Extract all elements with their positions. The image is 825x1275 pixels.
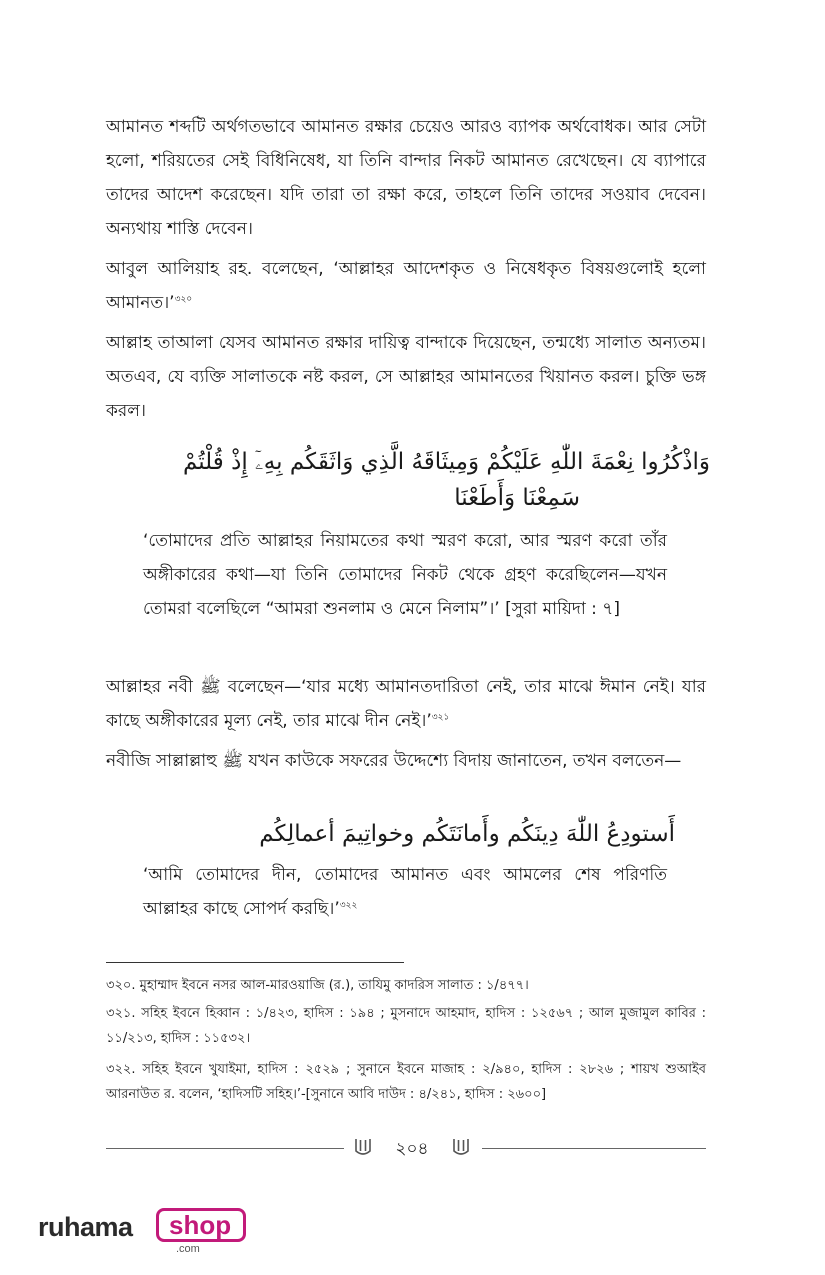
paragraph-abul-aliyah-text: আবুল আলিয়াহ রহ. বলেছেন, ‘আল্লাহর আদেশকৃত ও নিষেধকৃত বিষয়গুলোই হলো আমানত।’: [106, 259, 706, 313]
footnote-321: ৩২১. সহিহ ইবনে হিব্বান : ১/৪২৩, হাদিস : ১৯৪ ; মুসনাদে আহমাদ, হাদিস : ১২৫৬৭ ; আল মুজামুল কাবির : ১১/২১৩, হাদিস : ১১৫৩২।: [106, 1006, 706, 1046]
footnote-320: ৩২০. মুহাম্মাদ ইবনে নসর আল-মারওয়াজি (র.), তাযিমু কাদরিস সালাত : ১/৪৭৭।: [106, 978, 529, 993]
folio-line-right: [482, 1148, 706, 1149]
verse-translation: ‘তোমাদের প্রতি আল্লাহর নিয়ামতের কথা স্মরণ করো, আর স্মরণ করো তাঁর অঙ্গীকারের কথা—যা তিনি তোমাদের নিকট থেকে গ্রহণ করেছিলেন—যখন তোমরা বলেছিলে “আমরা শুনলাম ও মেনে নিলাম”।’ [সুরা মায়িদা : ৭]: [143, 531, 667, 619]
footnote-322: ৩২২. সহিহ ইবনে খুযাইমা, হাদিস : ২৫২৯ ; সুনানে ইবনে মাজাহ : ২/৯৪০, হাদিস : ২৮২৬ ; শায়খ শুআইব আরনাউত র. বলেন, ‘হাদিসটি সহিহ।’-[সুনানে আবি দাউদ : ৪/২৪১, হাদিস : ২৬০০]: [106, 1062, 706, 1102]
paragraph-hadith-amanat: [106, 670, 706, 738]
logo-word-ruhama: ruhama: [38, 1212, 133, 1242]
footnote-ref-322: ৩২২: [339, 900, 358, 911]
folio-ornament-left-icon: [354, 1137, 372, 1157]
logo-word-shop: shop: [169, 1210, 232, 1240]
paragraph-abul-aliyah: [106, 252, 706, 320]
page-number: ২০৪: [395, 1139, 429, 1159]
folio-line-left: [106, 1148, 344, 1149]
arabic-dua: أَستودِعُ اللّٰهَ دِينَكُم وأَمانَتَكُم وخواتِيمَ أعمالِكُم: [259, 821, 675, 847]
footnote-ref-321: ৩২১: [431, 712, 450, 723]
dua-translation-text: ‘আমি তোমাদের দীন, তোমাদের আমানত এবং আমলের শেষ পরিণতি আল্লাহর কাছে সোপর্দ করছি।’: [143, 865, 667, 919]
arabic-verse-line-2: سَمِعْنَا وَأَطَعْنَا: [454, 485, 580, 511]
logo-shop-badge: [156, 1208, 246, 1242]
footnote-ref-320: ৩২০: [174, 294, 193, 305]
paragraph-hadith-amanat-text: আল্লাহর নবী ﷺ বলেছেন—‘যার মধ্যে আমানতদারিতা নেই, তার মাঝে ঈমান নেই। যার কাছে অঙ্গীকারের মূল্য নেই, তার মাঝে দীন নেই।’: [106, 677, 706, 731]
paragraph-amanat-meaning: আমানত শব্দটি অর্থগতভাবে আমানত রক্ষার চেয়েও আরও ব্যাপক অর্থবোধক। আর সেটা হলো, শরিয়তের সেই বিধিনিষেধ, যা তিনি বান্দার নিকট আমানত রেখেছেন। যে ব্যাপারে তাদের আদেশ করেছেন। যদি তারা তা রক্ষা করে, তাহলে তিনি তাদের সওয়াব দেবেন। অন্যথায় শাস্তি দেবেন।: [106, 117, 706, 239]
logo-domain: .com: [176, 1243, 200, 1255]
paragraph-farewell: নবীজি সাল্লাল্লাহু ﷺ যখন কাউকে সফরের উদ্দেশ্যে বিদায় জানাতেন, তখন বলতেন—: [106, 751, 682, 771]
footnote-divider: [106, 962, 404, 963]
ruhamashop-logo: [38, 1208, 238, 1256]
paragraph-salat-amanat: আল্লাহ তাআলা যেসব আমানত রক্ষার দায়িত্ব বান্দাকে দিয়েছেন, তন্মধ্যে সালাত অন্যতম। অতএব, যে ব্যক্তি সালাতকে নষ্ট করল, সে আল্লাহর আমানতের খিয়ানত করল। চুক্তি ভঙ্গ করল।: [106, 333, 706, 421]
folio-ornament-right-icon: [452, 1137, 470, 1157]
dua-translation: [143, 858, 667, 926]
arabic-verse-line-1: وَاذْكُرُوا نِعْمَةَ اللّٰهِ عَلَيْكُمْ وَمِيثَاقَهُ الَّذِي وَاثَقَكُم بِهِۦٓ إِذْ قُلْتُمْ: [182, 449, 710, 475]
